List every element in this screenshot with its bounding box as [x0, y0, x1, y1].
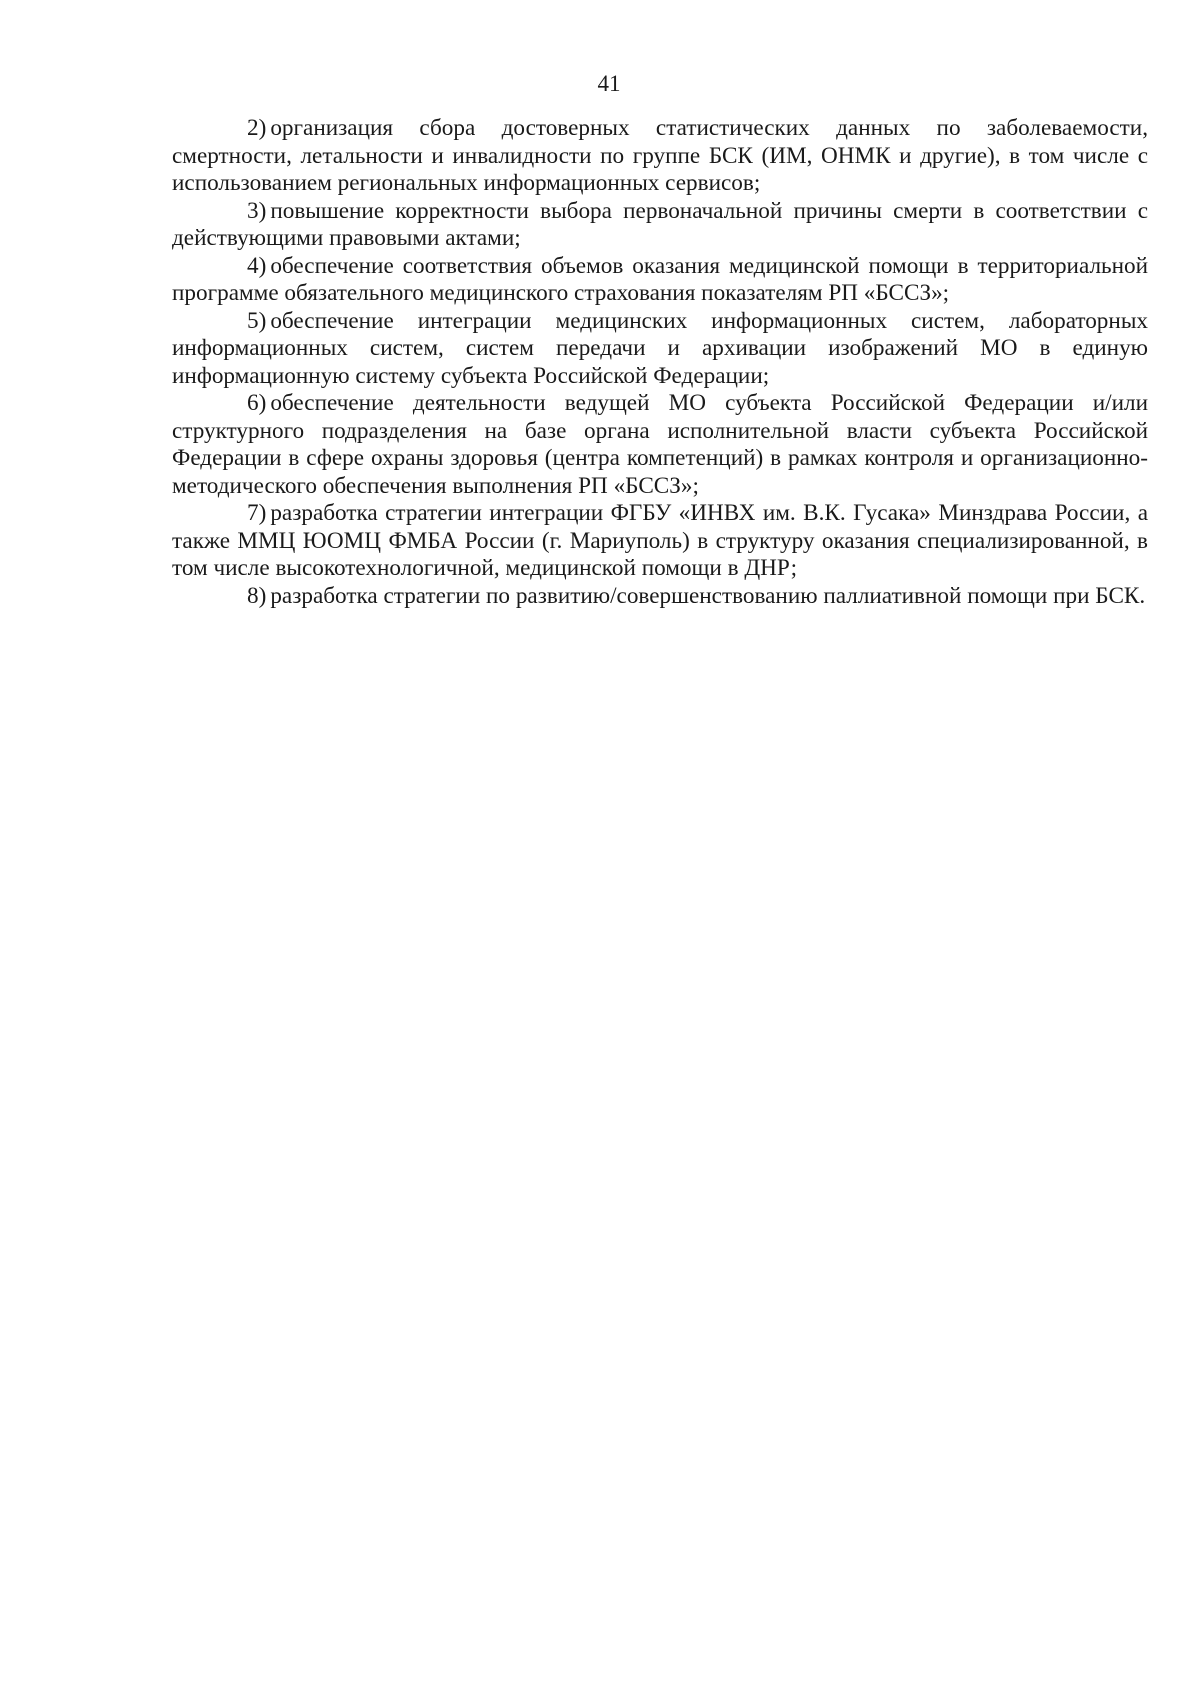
list-item-text: обеспечение интеграции медицинских информационных систем, лабораторных информационных систем, систем передачи и архивации изображений МО в единую информационную систему субъекта Российской Федерации; — [172, 307, 1148, 389]
list-item-number: 8) — [247, 582, 267, 609]
list-item — [172, 500, 1148, 583]
list-item-number: 6) — [247, 390, 267, 416]
list-item — [172, 308, 1148, 391]
list-item — [172, 198, 1148, 253]
list-item-text: обеспечение деятельности ведущей МО субъекта Российской Федерации и/или структурного подразделения на базе органа исполнительной власти субъекта Российской Федерации в сфере охраны здоровья (центра компетенций) в рамках контроля и организационно-методического обеспечения выполнения РП «БССЗ»; — [172, 390, 1148, 499]
list-item-text: организация сбора достоверных статистических данных по заболеваемости, смертности, летальности и инвалидности по группе БСК (ИМ, ОНМК и другие), в том числе с использованием региональных информационных сервисов; — [172, 115, 1148, 196]
list-item-text: разработка стратегии по развитию/совершенствованию паллиативной помощи при БСК. — [270, 582, 1146, 609]
list-item — [172, 583, 1148, 611]
list-item-text: разработка стратегии интеграции ФГБУ «ИНВХ им. В.К. Гусака» Минздрава России, а также ММЦ ЮОМЦ ФМБА России (г. Мариуполь) в структуру оказания специализированной, в том числе высокотехнологичной, медицинской помощи в ДНР; — [172, 500, 1148, 581]
list-item-number: 2) — [247, 115, 267, 141]
list-item — [172, 115, 1148, 198]
list-item — [172, 390, 1148, 500]
list-item-text: обеспечение соответствия объемов оказания медицинской помощи в территориальной программе обязательного медицинского страхования показателям РП «БССЗ»; — [172, 252, 1148, 306]
page-number: 41 — [597, 71, 621, 96]
list-body — [172, 115, 1148, 610]
list-item-number: 5) — [247, 307, 267, 334]
list-item — [172, 253, 1148, 308]
list-item-number: 7) — [247, 500, 267, 526]
list-item-number: 4) — [247, 252, 267, 279]
list-item-number: 3) — [247, 197, 267, 224]
list-item-text: повышение корректности выбора первоначальной причины смерти в соответствии с действующими правовыми актами; — [172, 197, 1148, 251]
